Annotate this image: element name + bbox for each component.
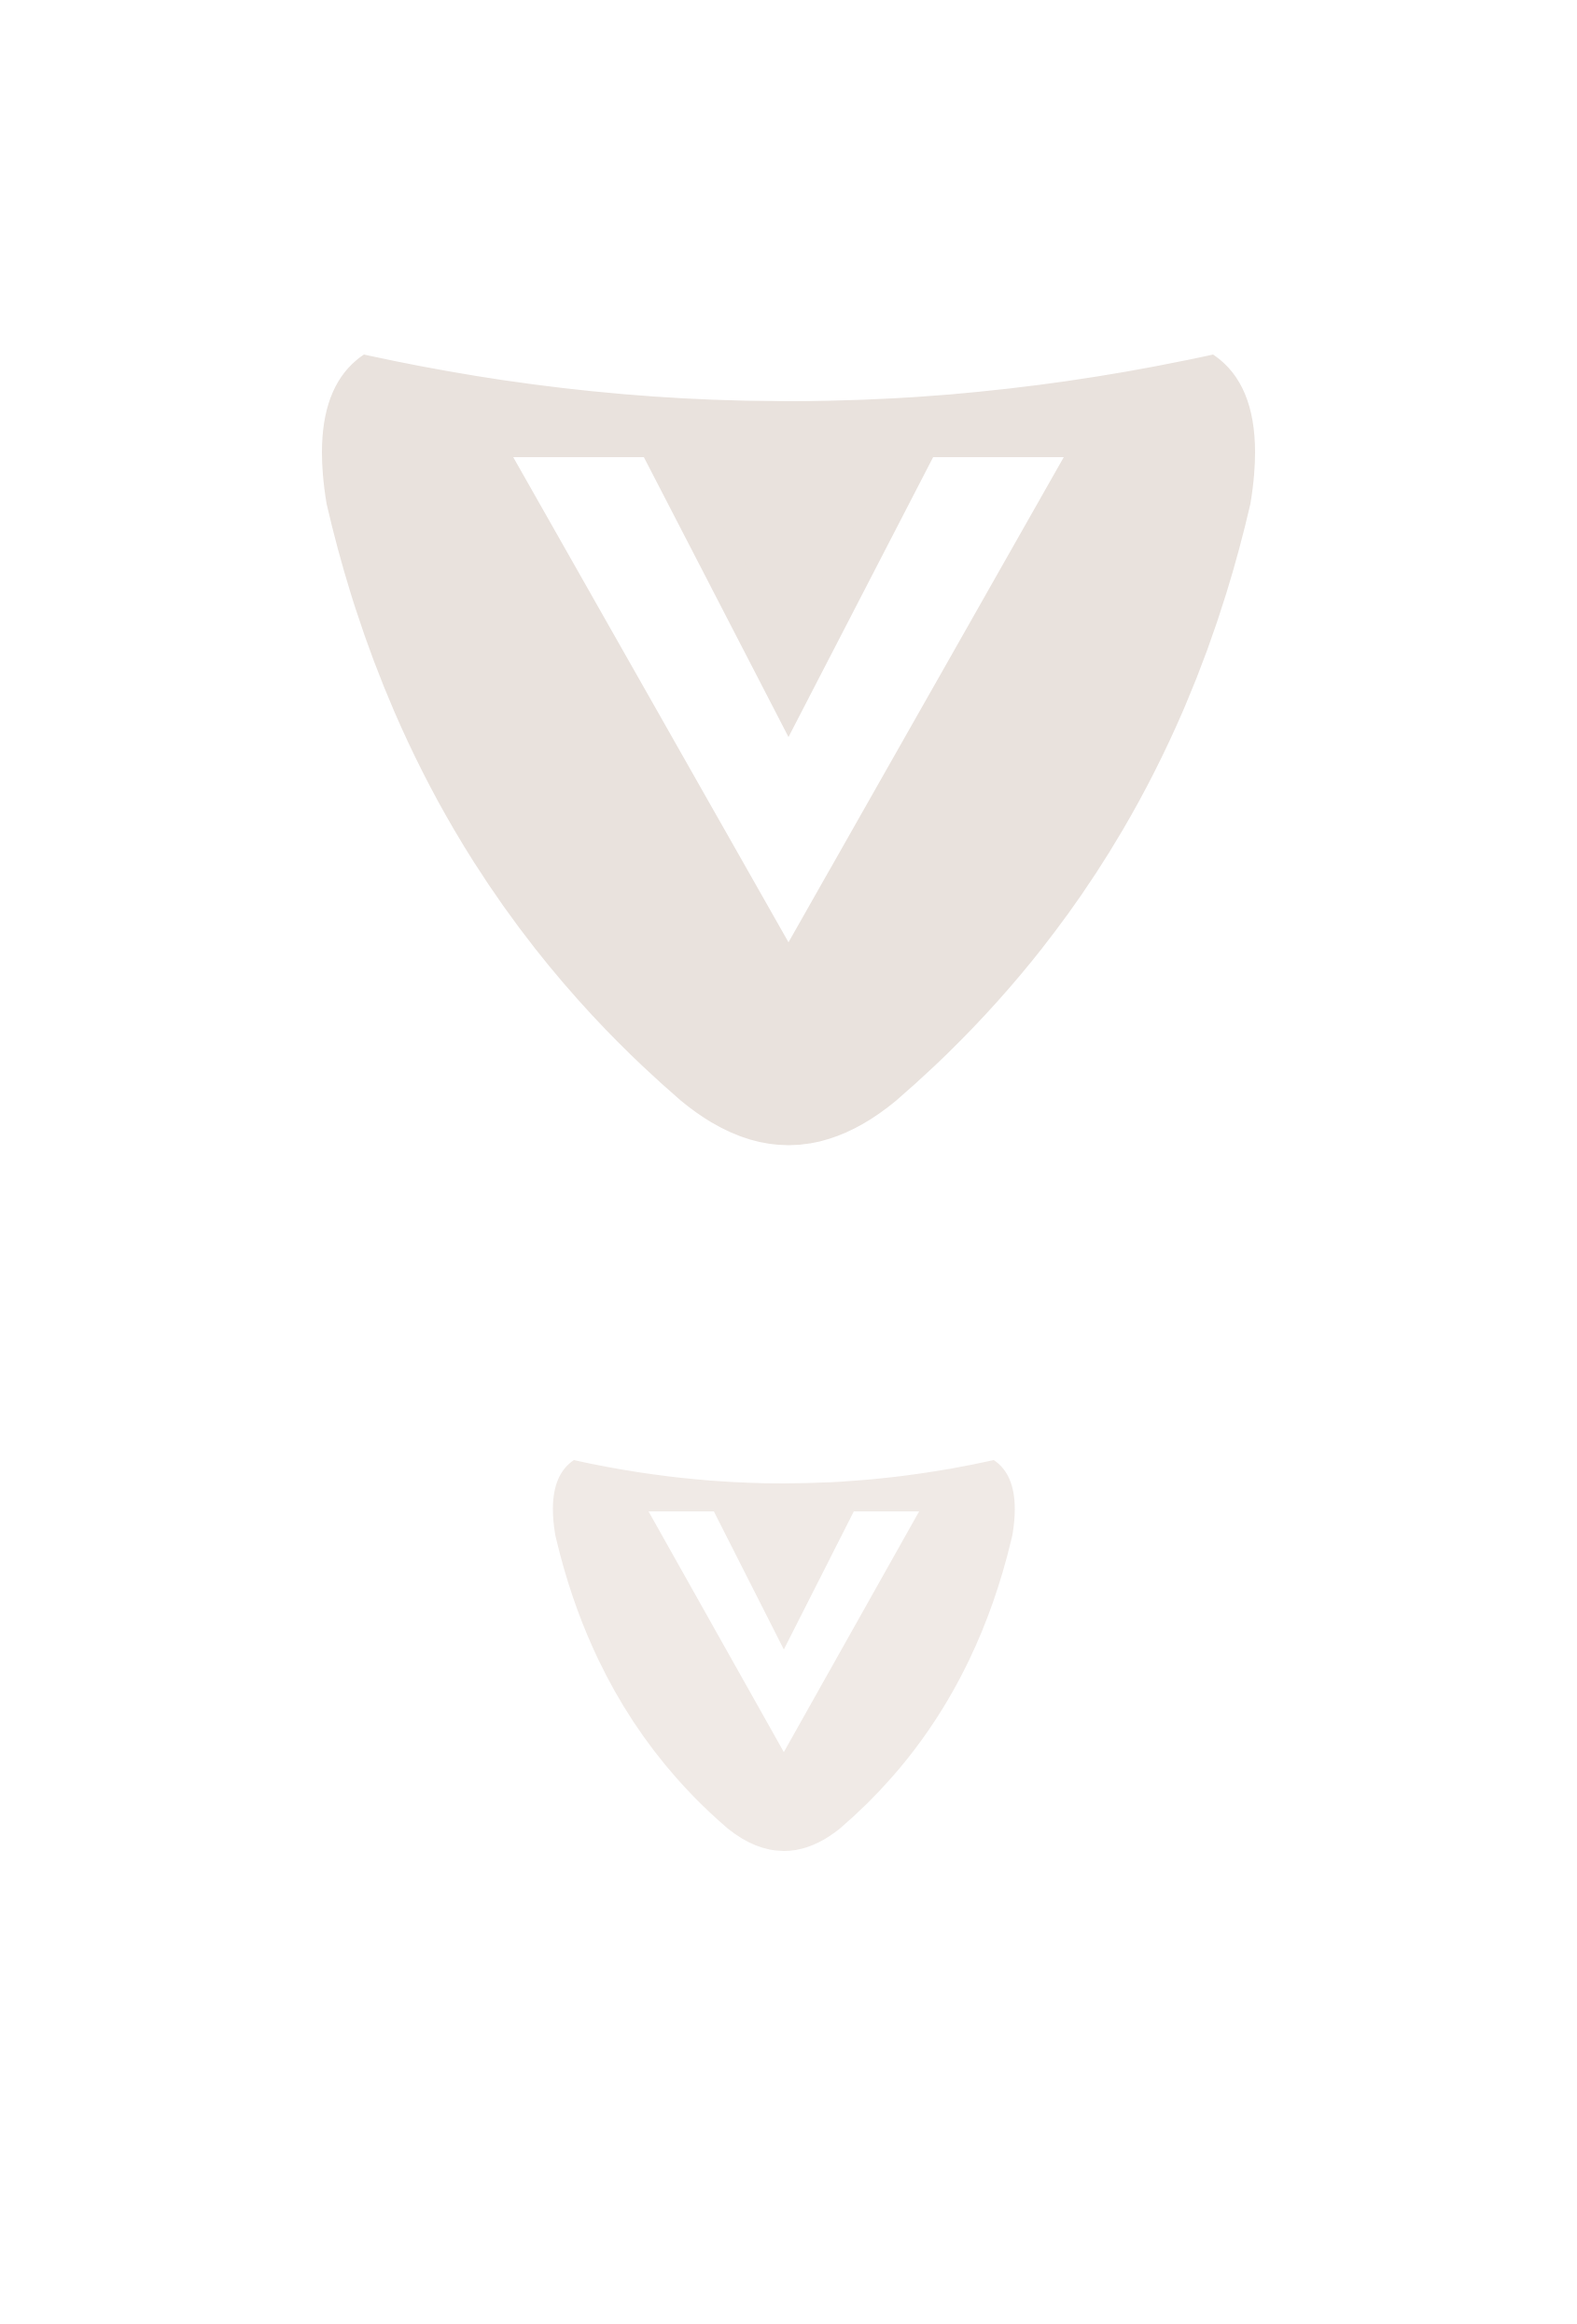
header <box>0 0 1577 429</box>
melody-line-4 <box>0 1780 1577 1821</box>
system-5 <box>0 1855 1577 2211</box>
lyrics-line-1 <box>0 752 1577 789</box>
chord-row-4 <box>0 1498 1577 1603</box>
qr-code-right <box>1284 13 1500 230</box>
header-right <box>1148 13 1551 429</box>
system-2 <box>0 786 1577 1142</box>
lyrics-line-2 <box>0 1108 1577 1146</box>
chord-row-2 <box>0 786 1577 890</box>
tab-staff-5 <box>51 1959 1526 2136</box>
song-title <box>429 13 1148 429</box>
lyrics-line-5 <box>0 2178 1577 2215</box>
melody-line-3 <box>0 1424 1577 1465</box>
qr-code-left <box>93 13 310 230</box>
melody-line-2 <box>0 1067 1577 1108</box>
chord-row-5 <box>0 1855 1577 1959</box>
tab-staff-4 <box>51 1603 1526 1780</box>
tab-staff-3 <box>51 1246 1526 1424</box>
system-3 <box>0 1142 1577 1498</box>
system-4 <box>0 1498 1577 1855</box>
melody-line-1 <box>0 711 1577 752</box>
lyrics-line-3 <box>0 1465 1577 1502</box>
chord-row-3 <box>0 1142 1577 1246</box>
chord-row-1 <box>0 429 1577 534</box>
tab-staff-2 <box>51 890 1526 1067</box>
system-1 <box>0 429 1577 786</box>
tab-staff-1 <box>51 534 1526 711</box>
melody-line-5 <box>0 2136 1577 2178</box>
lyrics-line-4 <box>0 1821 1577 1858</box>
score-body <box>0 429 1577 2211</box>
header-left <box>26 13 429 429</box>
